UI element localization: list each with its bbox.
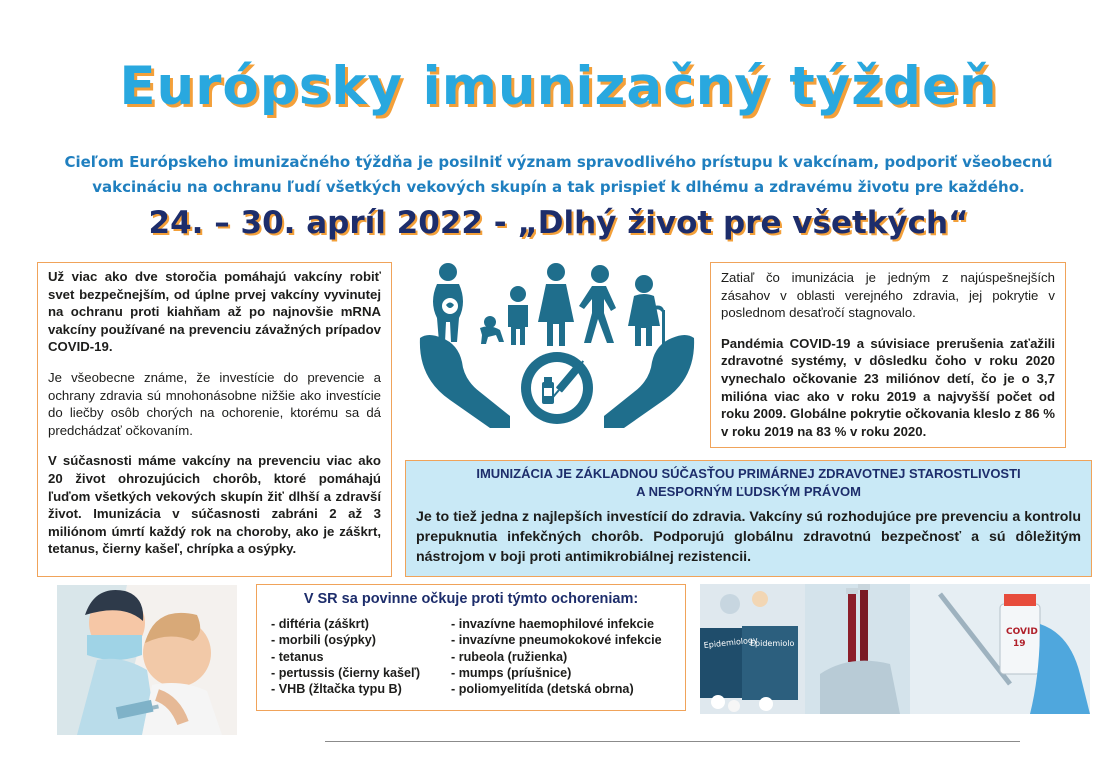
disease-item: - mumps (príušnice): [451, 665, 572, 680]
left-paragraph-2: Je všeobecne známe, že investície do prevencie a ochrany zdravia sú mnohonásobne nižšie ako investície do liečby osôb chorých na ochorenie, ktorému sa dá predchádzať očkovaním.: [48, 369, 381, 438]
disease-item: - invazívne haemophilové infekcie: [451, 617, 654, 632]
disease-item: - morbili (osýpky): [271, 633, 376, 648]
bottom-divider-line: [325, 741, 1020, 742]
primary-care-heading-line-2: A NESPORNÝM ĽUDSKÝM PRÁVOM: [636, 484, 861, 499]
book-label-2: Epidemiolo: [750, 639, 795, 648]
left-paragraph-1: Už viac ako dve storočia pomáhajú vakcíny robiť svet bezpečnejším, od úplne prvej vakcíny vyvinutej na ochranu proti kiahňam až po najnovšie mRNA vakcíny používané na prevenciu závažných prípadov COVID-19.: [48, 269, 381, 355]
primary-care-body: Je to tiež jedna z najlepších investícií do zdravia. Vakcíny sú rozhodujúce pre prevenciu a kontrolu prepuknutia infekčných chorôb. Podporujú globálnu zdravotnú bezpečnosť a sú dôležitým nástrojom v boji proti antimikrobiálnej rezistencii.: [416, 509, 1081, 565]
right-info-box: [710, 262, 1066, 448]
vaccine-vial-syringe-icon: [521, 352, 593, 424]
left-info-box: [37, 262, 392, 577]
right-paragraph-2: Pandémia COVID-19 a súvisiace prerušenia zaťažili zdravotné systémy, v dôsledku čoho v roku 2020 vynechalo očkovanie 23 miliónov detí, čo je o 3,7 milióna viac ako v roku 2019 a najvyšší počet od roku 2009. Globálne pokrytie očkovania kleslo z 86 % v roku 2019 na 83 % v roku 2020.: [721, 335, 1055, 439]
primary-care-heading-line-1: IMUNIZÁCIA JE ZÁKLADNOU SÚČASŤOU PRIMÁRNEJ ZDRAVOTNEJ STAROSTLIVOSTI: [476, 466, 1021, 481]
disease-item: - VHB (žltačka typu B): [271, 682, 402, 697]
dates-banner: 24. – 30. apríl 2022 - „Dlhý život pre všetkých“: [148, 205, 969, 241]
disease-item: - diftéria (záškrt): [271, 617, 369, 632]
subtitle: [40, 150, 1077, 200]
left-paragraph-3: V súčasnosti máme vakcíny na prevenciu viac ako 20 život ohrozujúcich chorôb, ktoré pomáhajú ľuďom všetkých vekových skupín žiť dlhší a zdravší život. Imunizácia v súčasnosti zabráni 2 až 3 miliónom úmrtí každý rok na choroby, ako je záškrt, tetanus, čierny kašeľ, chrípka a osýpky.: [48, 453, 381, 557]
primary-care-box: [405, 460, 1092, 577]
medical-books-photo: [700, 584, 805, 714]
page-title: Európsky imunizačný týždeň: [119, 56, 998, 117]
covid-vaccine-vial-photo: [910, 584, 1090, 714]
disease-item: - invazívne pneumokokové infekcie: [451, 633, 662, 648]
family-generations-icon: [433, 263, 665, 346]
book-label-1: Epidemiology: [703, 635, 759, 650]
disease-item: - pertussis (čierny kašeľ): [271, 665, 421, 680]
subtitle-line-2: vakcináciu na ochranu ľudí všetkých vekových skupín a tak prispieť k dlhému a zdravému životu pre každého.: [92, 178, 1025, 196]
mandatory-vaccination-heading: V SR sa povinne očkuje proti týmto ochoreniam:: [303, 591, 639, 607]
disease-item: - rubeola (ružienka): [451, 649, 568, 664]
laboratory-photo-collage: [700, 584, 1090, 714]
blood-test-tubes-photo: [805, 584, 910, 714]
disease-list-1: [271, 616, 451, 697]
disease-item: - tetanus: [271, 649, 324, 664]
disease-list-2: [451, 616, 662, 697]
primary-care-heading: [416, 465, 1081, 501]
disease-item: - poliomyelitída (detská obrna): [451, 682, 634, 697]
subtitle-line-1: Cieľom Európskeho imunizačného týždňa je posilniť význam spravodlivého prístupu k vakcínam, podporiť všeobecnú: [64, 153, 1053, 171]
child-vaccination-photo: [57, 585, 237, 735]
mandatory-vaccination-box: [256, 584, 686, 711]
vial-label-covid: COVID: [1006, 627, 1038, 637]
family-hands-vaccine-illustration: [418, 260, 696, 438]
disease-lists: [271, 616, 671, 697]
right-paragraph-1: Zatiaľ čo imunizácia je jedným z najúspešnejších zásahov v oblasti verejného zdravia, jej pokrytie v poslednom desaťročí stagnovalo.: [721, 270, 1055, 321]
vial-label-19: 19: [1013, 639, 1026, 649]
